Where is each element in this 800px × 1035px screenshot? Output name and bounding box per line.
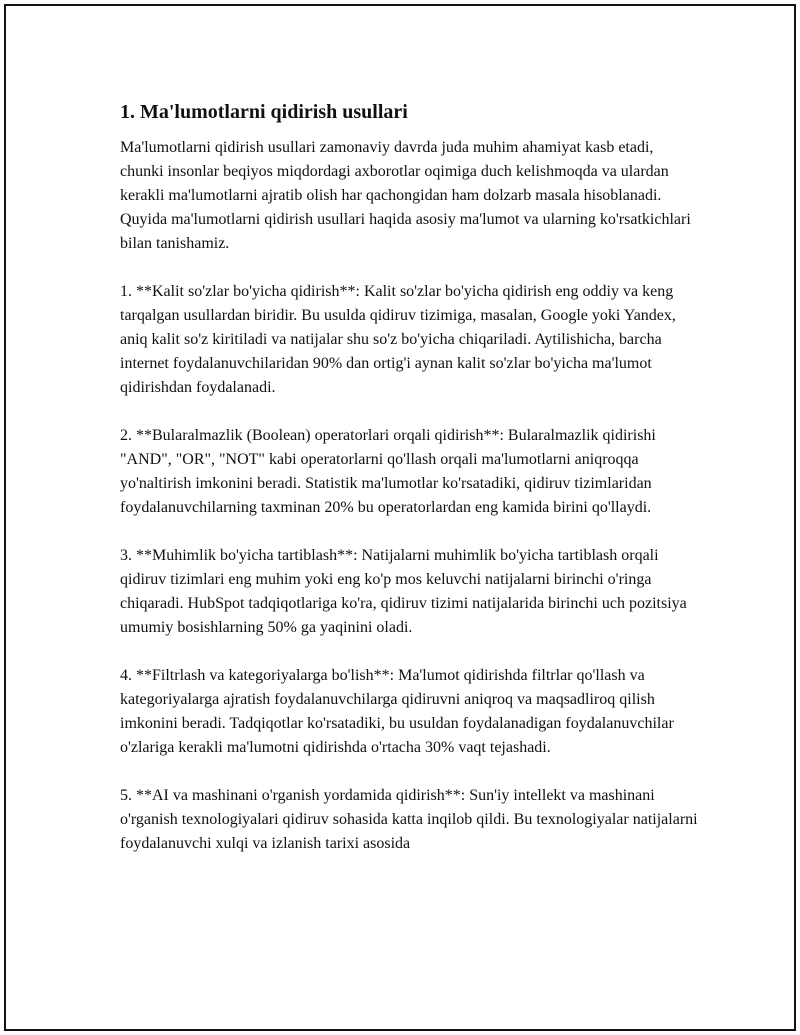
paragraph-keyword-search: 1. **Kalit so'zlar bo'yicha qidirish**: Kalit so'zlar bo'yicha qidirish eng oddiy va keng tarqalgan usullardan biridir. Bu usulda qidiruv tizimiga, masalan, Google yoki Yandex, aniq kalit so'z kiritiladi va natijalar shu so'z bo'yicha chiqariladi. Aytilishicha, barcha internet foydalanuvchilaridan 90% dan ortig'i aynan kalit so'zlar bo'yicha ma'lumot qidirishdan foydalanadi. (120, 283, 676, 396)
section-heading: 1. Ma'lumotlarni qidirish usullari (120, 101, 408, 123)
document-body (120, 98, 700, 880)
paragraph-relevance-ranking: 3. **Muhimlik bo'yicha tartiblash**: Natijalarni muhimlik bo'yicha tartiblash orqali qidiruv tizimlari eng muhim yoki eng ko'p mos keluvchi natijalarni birinchi o'ringa chiqaradi. HubSpot tadqiqotlariga ko'ra, qidiruv tizimi natijalarida birinchi uch pozitsiya umumiy bosishlarning 50% ga yaqinini oladi. (120, 547, 687, 636)
paragraph-filtering: 4. **Filtrlash va kategoriyalarga bo'lish**: Ma'lumot qidirishda filtrlar qo'llash va kategoriyalarga ajratish foydalanuvchilarga qidiruvni aniqroq va maqsadliroq qilish imkonini beradi. Tadqiqotlar ko'rsatadiki, bu usuldan foydalanadigan foydalanuvchilar o'zlariga kerakli ma'lumotni qidirishda o'rtacha 30% vaqt tejashadi. (120, 667, 674, 756)
page-frame (4, 4, 796, 1031)
intro-paragraph: Ma'lumotlarni qidirish usullari zamonaviy davrda juda muhim ahamiyat kasb etadi, chunki insonlar beqiyos miqdordagi axborotlar oqimiga duch kelishmoqda va ulardan kerakli ma'lumotlarni ajratib olish har qachongidan ham dolzarb masala hisoblanadi. Quyida ma'lumotlarni qidirish usullari haqida asosiy ma'lumot va ularning ko'rsatkichlari bilan tanishamiz. (120, 139, 691, 252)
paragraph-boolean-search: 2. **Bularalmazlik (Boolean) operatorlari orqali qidirish**: Bularalmazlik qidirishi "AND", "OR", "NOT" kabi operatorlarni qo'llash orqali ma'lumotlarni aniqroqqa yo'naltirish imkonini beradi. Statistik ma'lumotlar ko'rsatadiki, qidiruv tizimlaridan foydalanuvchilarning taxminan 20% bu operatorlardan eng kamida birini qo'llaydi. (120, 427, 656, 516)
paragraph-ai-search: 5. **AI va mashinani o'rganish yordamida qidirish**: Sun'iy intellekt va mashinani o'rganish texnologiyalari qidiruv sohasida katta inqilob qildi. Bu texnologiyalar natijalarni foydalanuvchi xulqi va izlanish tarixi asosida (120, 787, 698, 852)
